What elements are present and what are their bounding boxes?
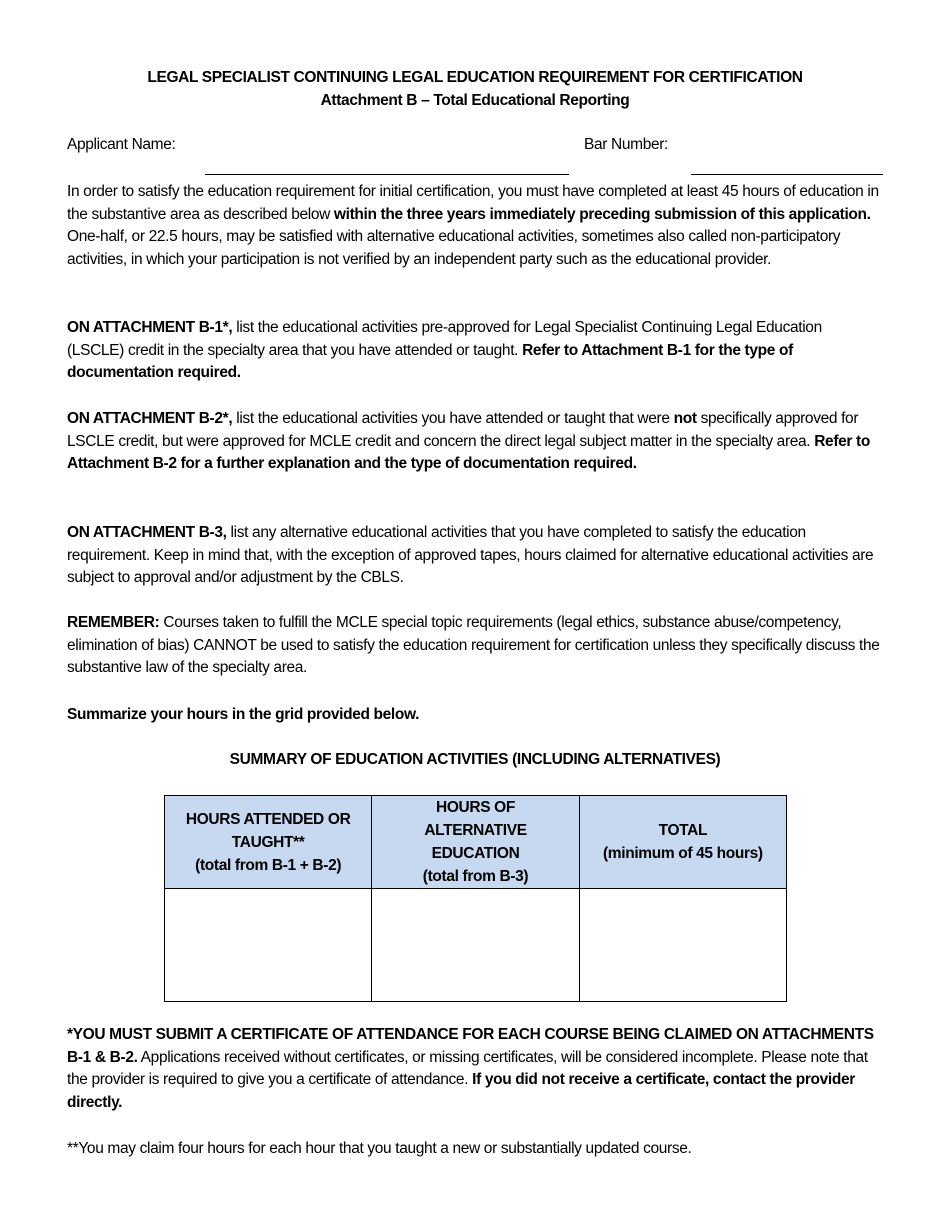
text: In order to satisfy the education requirement for initial certification, you must have completed at least 45 hours of education in the substantive area as described below: [67, 183, 879, 223]
header-line: (total from B-3): [422, 868, 529, 885]
bold-text: ON ATTACHMENT B-3,: [67, 524, 227, 541]
total-hours-cell[interactable]: [579, 889, 786, 1002]
header-alternative-education: [372, 796, 579, 889]
header-line: TOTAL: [658, 822, 708, 839]
attachment-b1-paragraph: [67, 317, 882, 385]
header-line: (total from B-1 + B-2): [195, 856, 342, 874]
bold-text: *YOU MUST SUBMIT A CERTIFICATE OF ATTENDANCE FOR EACH COURSE BEING CLAIMED ON ATTACHMENTS B-1 & B-2.: [67, 1026, 874, 1066]
text: list any alternative educational activities that you have completed to satisfy the education requirement. Keep in mind that, with the exception of approved tapes, hours claimed for alternative educational activities are subject to approval and/or adjustment by the CBLS.: [67, 524, 874, 587]
attachment-b3-paragraph: [67, 522, 882, 590]
applicant-name-field[interactable]: [205, 155, 569, 175]
text: list the educational activities you have attended or taught that were: [232, 410, 674, 427]
document-title: LEGAL SPECIALIST CONTINUING LEGAL EDUCATION REQUIREMENT FOR CERTIFICATION: [147, 69, 803, 86]
bold-text: Refer to Attachment B-2 for a further explanation and the type of documentation required.: [67, 432, 870, 473]
bold-text: not: [673, 410, 697, 427]
bold-text: within the three years immediately preceding submission of this application.: [333, 205, 871, 223]
bar-number-field[interactable]: [691, 155, 883, 175]
header-total: [579, 796, 786, 889]
table-caption: SUMMARY OF EDUCATION ACTIVITIES (INCLUDING ALTERNATIVES): [229, 751, 721, 768]
document-subtitle: Attachment B – Total Educational Reporting: [320, 92, 630, 109]
attachment-b2-paragraph: [67, 408, 882, 476]
remember-paragraph: [67, 612, 882, 680]
table-header-row: [165, 796, 787, 889]
bold-text: Refer to Attachment B-1 for the type of documentation required.: [67, 341, 793, 382]
applicant-info-row: [67, 136, 883, 158]
summary-table: [164, 795, 787, 1002]
hours-attended-cell[interactable]: [165, 889, 372, 1002]
applicant-name-label: Applicant Name:: [67, 136, 176, 153]
header-line: TAUGHT**: [231, 833, 305, 851]
teaching-hours-note: **You may claim four hours for each hour that you taught a new or substantially updated course.: [67, 1140, 692, 1157]
bar-number-label: Bar Number:: [584, 136, 669, 153]
header-line: ALTERNATIVE: [424, 822, 527, 839]
header-hours-attended: [165, 796, 372, 889]
alternative-hours-cell[interactable]: [372, 889, 579, 1002]
bold-text: REMEMBER:: [67, 614, 160, 631]
header-line: HOURS OF: [436, 799, 516, 816]
text: Courses taken to fulfill the MCLE special topic requirements (legal ethics, substance abuse/competency, elimination of bias) CANNOT be used to satisfy the education requirement for certification unless they specifically discuss the substantive law of the specialty area.: [67, 614, 880, 677]
table-row: [165, 889, 787, 1002]
text: specifically approved for LSCLE credit, but were approved for MCLE credit and concern the direct legal subject matter in the specialty area.: [67, 410, 859, 450]
header-line: HOURS ATTENDED OR: [185, 810, 351, 828]
bold-text: ON ATTACHMENT B-1*,: [67, 319, 233, 336]
summarize-instruction: Summarize your hours in the grid provided below.: [67, 706, 420, 723]
intro-paragraph: [67, 181, 882, 271]
header-line: (minimum of 45 hours): [603, 845, 763, 862]
header-line: EDUCATION: [431, 845, 520, 862]
text: list the educational activities pre-approved for Legal Specialist Continuing Legal Education (LSCLE) credit in the specialty area that you have attended or taught.: [67, 319, 822, 359]
text: Applications received without certificates, or missing certificates, will be considered incomplete. Please note that the provider is required to give you a certificate of attendance.: [67, 1048, 868, 1089]
text: One-half, or 22.5 hours, may be satisfied with alternative educational activities, sometimes also called non-participatory activities, in which your participation is not verified by an independent party such as the educational provider.: [67, 228, 841, 268]
certificate-note: [67, 1024, 882, 1114]
bold-text: If you did not receive a certificate, contact the provider directly.: [67, 1071, 855, 1111]
bold-text: ON ATTACHMENT B-2*,: [67, 410, 233, 427]
